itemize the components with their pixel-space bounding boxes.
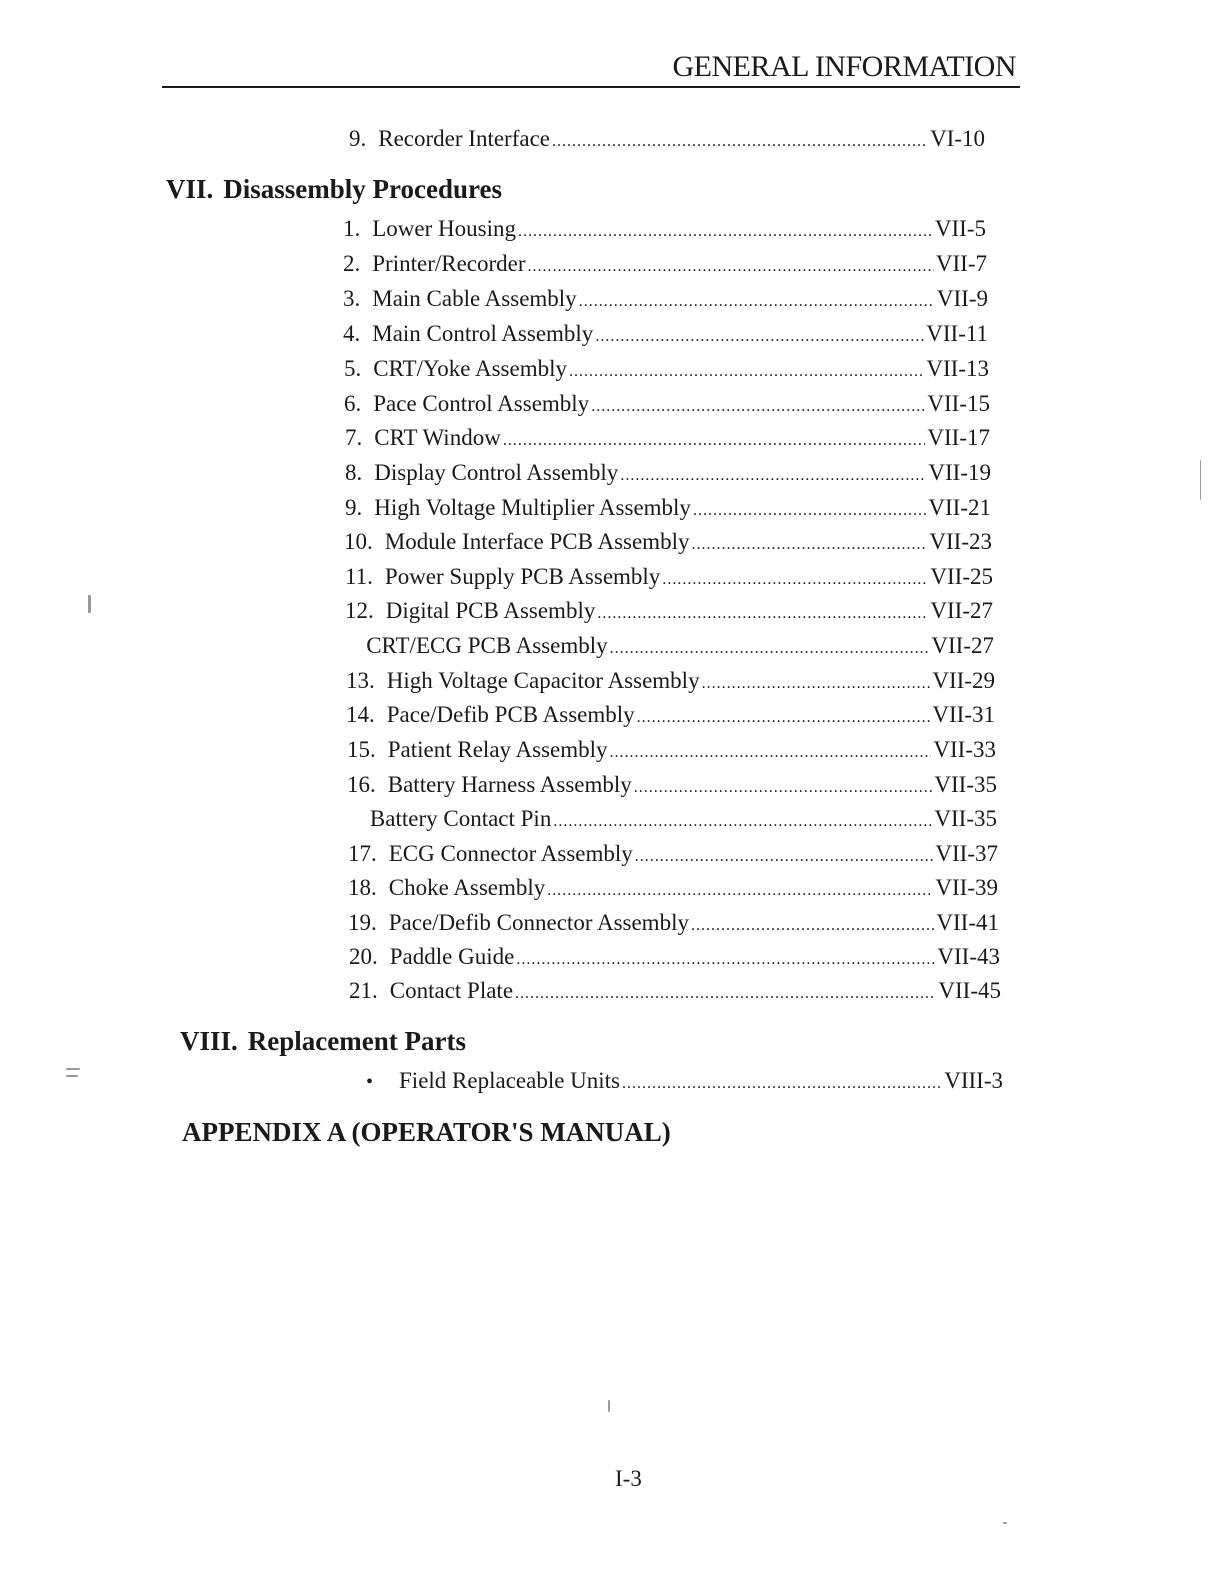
toc-leader-dots bbox=[635, 848, 934, 866]
toc-leader-dots bbox=[691, 917, 934, 935]
toc-entry-number: 4. bbox=[343, 321, 361, 346]
toc-entry-page: VII-15 bbox=[927, 391, 990, 416]
toc-entry-page: VII-27 bbox=[931, 633, 994, 658]
bullet-icon: • bbox=[366, 1071, 374, 1093]
toc-entry-number: 21. bbox=[349, 978, 378, 1003]
toc-entry[interactable] bbox=[344, 529, 992, 559]
scan-speck bbox=[66, 1075, 78, 1077]
toc-entry-label: Recorder Interface bbox=[378, 126, 550, 151]
toc-entry[interactable] bbox=[348, 910, 999, 940]
toc-entry[interactable] bbox=[345, 564, 993, 594]
section-roman-numeral: VIII. bbox=[180, 1026, 238, 1056]
toc-entry[interactable] bbox=[347, 806, 997, 836]
toc-entry-number: 1. bbox=[343, 216, 361, 241]
toc-entry-label: Battery Harness Assembly bbox=[387, 772, 632, 797]
toc-entry-label: CRT Window bbox=[374, 425, 501, 450]
toc-leader-dots bbox=[622, 1075, 942, 1093]
toc-leader-dots bbox=[662, 571, 928, 589]
toc-leader-dots bbox=[552, 133, 928, 151]
toc-entry-page: VII-31 bbox=[932, 702, 995, 727]
toc-entry[interactable] bbox=[344, 391, 990, 421]
toc-entry-label: Choke Assembly bbox=[388, 875, 546, 900]
toc-leader-dots bbox=[693, 502, 926, 520]
toc-leader-dots bbox=[610, 744, 932, 762]
toc-entry-label: Battery Contact Pin bbox=[369, 806, 552, 831]
toc-entry[interactable] bbox=[343, 286, 988, 316]
toc-entry-number: 2. bbox=[343, 251, 361, 276]
toc-entry-page: VII-27 bbox=[930, 598, 993, 623]
scan-speck bbox=[608, 1400, 610, 1412]
section-title: Replacement Parts bbox=[247, 1026, 466, 1056]
toc-entry-number: 8. bbox=[345, 460, 363, 485]
toc-entry-label: ECG Connector Assembly bbox=[388, 841, 633, 866]
toc-entry[interactable] bbox=[347, 772, 997, 802]
toc-entry-label: Digital PCB Assembly bbox=[385, 598, 596, 623]
toc-leader-dots bbox=[597, 605, 928, 623]
toc-entry-page: VI-10 bbox=[930, 126, 985, 151]
toc-entry[interactable] bbox=[343, 216, 986, 246]
toc-entry[interactable] bbox=[345, 460, 991, 490]
toc-entry-label: CRT/ECG PCB Assembly bbox=[366, 633, 608, 658]
toc-entry-number: 11. bbox=[345, 564, 373, 589]
toc-entry-number: 18. bbox=[348, 875, 377, 900]
toc-entry-number: 15. bbox=[347, 737, 376, 762]
toc-entry[interactable] bbox=[343, 321, 988, 351]
toc-entry[interactable] bbox=[344, 356, 989, 386]
toc-entry[interactable] bbox=[349, 978, 1001, 1008]
toc-entry[interactable] bbox=[345, 598, 993, 628]
toc-entry-page: VII-5 bbox=[934, 216, 986, 241]
toc-entry-label: High Voltage Capacitor Assembly bbox=[386, 668, 700, 693]
toc-entry-label: Printer/Recorder bbox=[372, 251, 526, 276]
toc-entry[interactable] bbox=[349, 944, 1000, 974]
toc-entry-label: Main Cable Assembly bbox=[372, 286, 577, 311]
toc-entry-label: Paddle Guide bbox=[389, 944, 515, 969]
section-roman-numeral: VII. bbox=[166, 174, 214, 204]
header-title: GENERAL INFORMATION bbox=[672, 50, 1016, 83]
toc-entry-number: 6. bbox=[344, 391, 362, 416]
toc-leader-dots bbox=[610, 640, 930, 658]
toc-entry-number: 3. bbox=[343, 286, 361, 311]
toc-leader-dots bbox=[569, 363, 924, 381]
toc-entry[interactable] bbox=[346, 702, 995, 732]
toc-leader-dots bbox=[503, 432, 926, 450]
scan-speck bbox=[66, 1068, 80, 1070]
toc-leader-dots bbox=[702, 675, 931, 693]
toc-entry-number: 12. bbox=[345, 598, 374, 623]
toc-leader-dots bbox=[595, 328, 924, 346]
toc-entry-number: 9. bbox=[349, 126, 367, 151]
scan-speck bbox=[88, 595, 91, 613]
toc-entry-number: 9. bbox=[345, 495, 363, 520]
toc-entry-page: VII-35 bbox=[934, 806, 997, 831]
toc-entry-page: VII-45 bbox=[938, 978, 1001, 1003]
toc-entry-number: 13. bbox=[346, 668, 375, 693]
toc-entry[interactable] bbox=[348, 841, 998, 871]
section-heading-vii bbox=[166, 174, 502, 205]
toc-entry[interactable] bbox=[346, 668, 995, 698]
toc-leader-dots bbox=[637, 709, 931, 727]
toc-leader-dots bbox=[515, 985, 936, 1003]
toc-entry-label: Main Control Assembly bbox=[372, 321, 594, 346]
toc-entry-number: 17. bbox=[348, 841, 377, 866]
toc-entry-page: VII-11 bbox=[926, 321, 988, 346]
toc-entry-page: VII-37 bbox=[935, 841, 998, 866]
toc-leader-dots bbox=[620, 467, 926, 485]
toc-entry-page: VII-41 bbox=[936, 910, 999, 935]
toc-entry-page: VII-33 bbox=[933, 737, 996, 762]
toc-entry-page: VII-21 bbox=[928, 495, 991, 520]
toc-entry-page: VII-43 bbox=[937, 944, 1000, 969]
toc-entry-label: Power Supply PCB Assembly bbox=[384, 564, 661, 589]
toc-entry-page: VII-13 bbox=[926, 356, 989, 381]
toc-entry-page: VII-9 bbox=[936, 286, 988, 311]
section-heading-viii bbox=[180, 1026, 466, 1057]
scan-speck bbox=[1003, 1522, 1007, 1524]
toc-entry-number: 5. bbox=[344, 356, 362, 381]
toc-entry-label: Display Control Assembly bbox=[374, 460, 619, 485]
toc-entry-page: VII-23 bbox=[929, 529, 992, 554]
toc-entry[interactable] bbox=[349, 126, 985, 156]
toc-entry-label: CRT/Yoke Assembly bbox=[373, 356, 567, 381]
toc-entry-number: 14. bbox=[346, 702, 375, 727]
toc-entry-number: 16. bbox=[347, 772, 376, 797]
toc-leader-dots bbox=[553, 813, 932, 831]
toc-leader-dots bbox=[591, 398, 925, 416]
section-title: Disassembly Procedures bbox=[223, 174, 503, 204]
toc-leader-dots bbox=[547, 882, 933, 900]
toc-entry-label: Pace/Defib PCB Assembly bbox=[386, 702, 635, 727]
toc-entry-number: 10. bbox=[344, 529, 373, 554]
toc-entry-page: VII-35 bbox=[934, 772, 997, 797]
toc-entry-label: Pace/Defib Connector Assembly bbox=[388, 910, 689, 935]
toc-entry-page: VII-17 bbox=[927, 425, 990, 450]
toc-entry[interactable] bbox=[345, 425, 990, 455]
scan-speck bbox=[1200, 460, 1201, 500]
toc-entry-number: 20. bbox=[349, 944, 378, 969]
toc-entry[interactable] bbox=[366, 1068, 1003, 1098]
toc-entry-label: Field Replaceable Units bbox=[399, 1068, 621, 1093]
toc-leader-dots bbox=[634, 779, 933, 797]
toc-entry-page: VII-7 bbox=[935, 251, 987, 276]
toc-entry[interactable] bbox=[343, 251, 987, 281]
toc-leader-dots bbox=[516, 951, 935, 969]
toc-entry-page: VII-25 bbox=[930, 564, 993, 589]
appendix-heading: APPENDIX A (OPERATOR'S MANUAL) bbox=[182, 1117, 671, 1147]
toc-entry-page: VII-19 bbox=[928, 460, 991, 485]
toc-entry[interactable] bbox=[348, 875, 998, 905]
header-rule bbox=[162, 86, 1020, 88]
toc-leader-dots bbox=[528, 258, 934, 276]
toc-entry[interactable] bbox=[345, 495, 991, 525]
toc-entry-label: Patient Relay Assembly bbox=[387, 737, 608, 762]
toc-leader-dots bbox=[518, 223, 933, 241]
page-number: I-3 bbox=[615, 1466, 642, 1491]
toc-entry-page: VII-39 bbox=[935, 875, 998, 900]
toc-entry-number: 7. bbox=[345, 425, 363, 450]
toc-entry-label: Pace Control Assembly bbox=[373, 391, 590, 416]
toc-entry[interactable] bbox=[347, 737, 996, 767]
toc-entry-label: High Voltage Multiplier Assembly bbox=[374, 495, 691, 520]
toc-leader-dots bbox=[579, 293, 935, 311]
toc-entry-page: VIII-3 bbox=[944, 1068, 1003, 1093]
toc-entry-label: Module Interface PCB Assembly bbox=[384, 529, 690, 554]
toc-entry-number: 19. bbox=[348, 910, 377, 935]
toc-entry[interactable] bbox=[345, 633, 994, 663]
toc-leader-dots bbox=[691, 536, 927, 554]
toc-entry-page: VII-29 bbox=[932, 668, 995, 693]
toc-entry-label: Contact Plate bbox=[389, 978, 514, 1003]
toc-entry-label: Lower Housing bbox=[372, 216, 516, 241]
